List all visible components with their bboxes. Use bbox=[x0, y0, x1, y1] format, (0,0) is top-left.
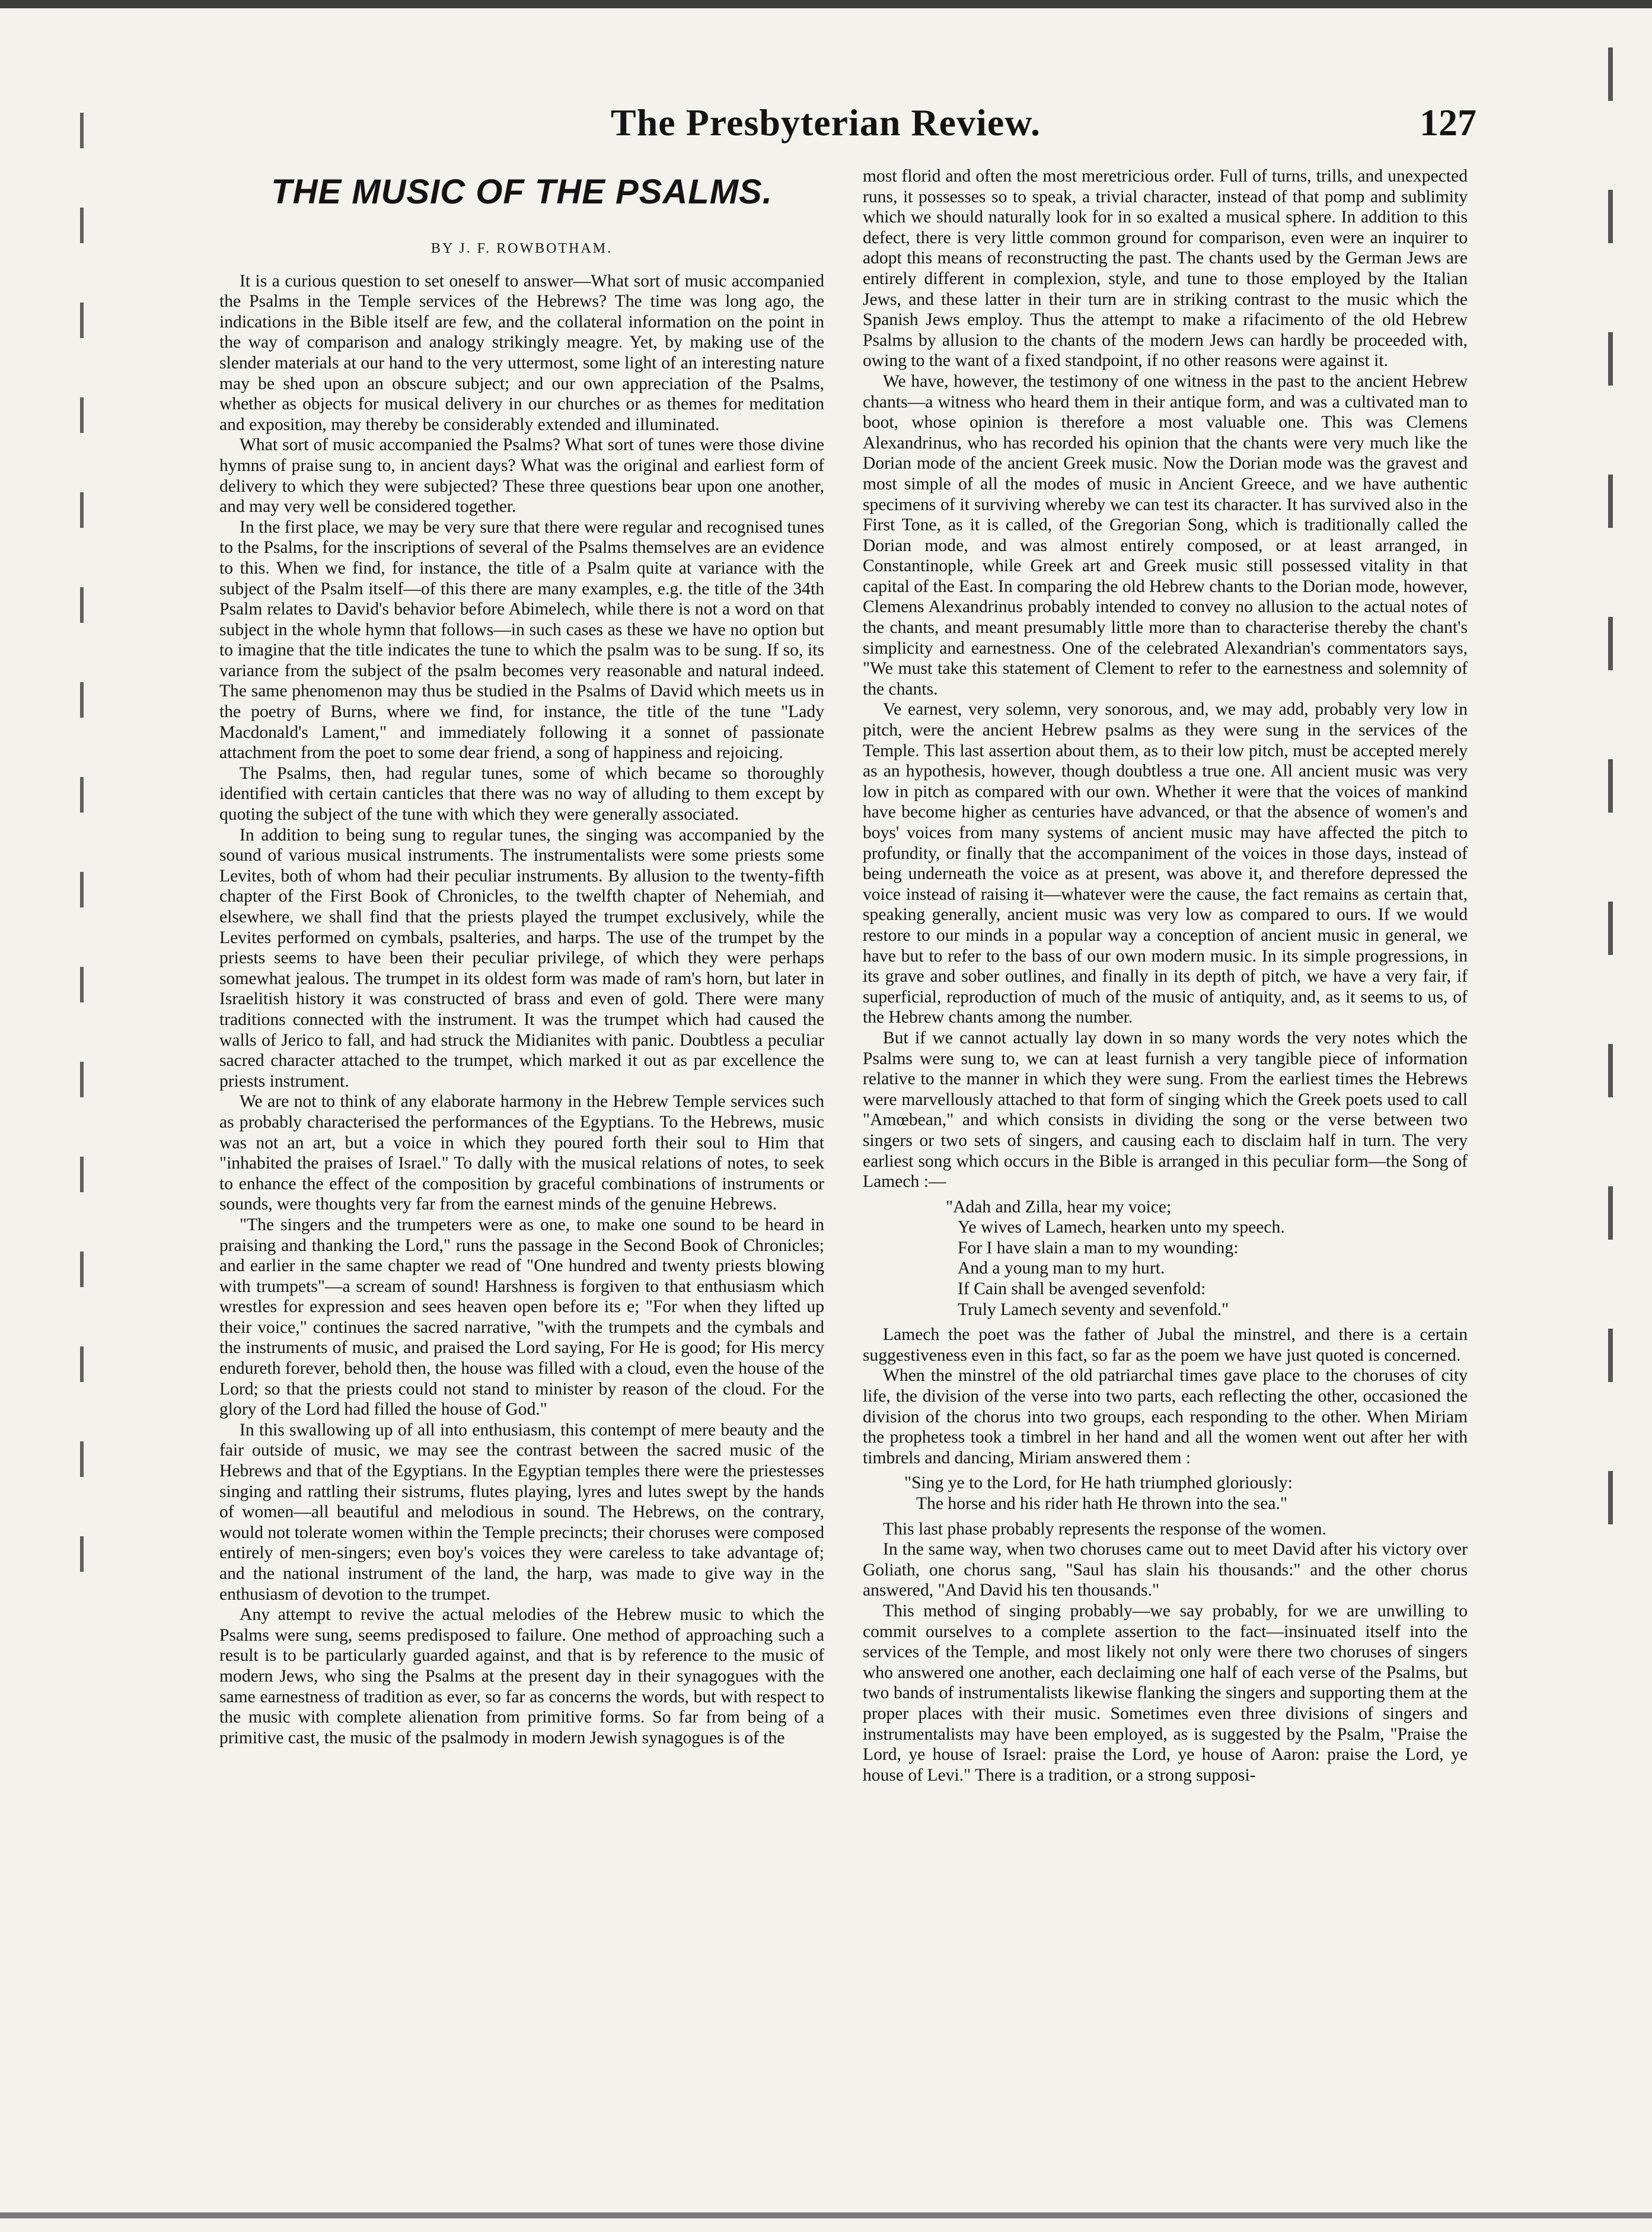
scan-margin-right bbox=[1608, 47, 1613, 1590]
paragraph: In the same way, when two choruses came out to meet David after his victory over Goliath, one chorus sang, "Saul has slain his thousands:" and the other chorus answered, "And David his ten thousands." bbox=[863, 1540, 1468, 1600]
paragraph: What sort of music accompanied the Psalms? What sort of tunes were those divine hymns of praise sung to, in ancient days? What was the original and earliest form of delivery to which they were subjected? These three questions bear upon one another, and may very well be considered together. bbox=[219, 435, 824, 517]
paragraph: It is a curious question to set oneself to answer—What sort of music accompanied the Psalms in the Temple services of the Hebrews? The time was long ago, the indications in the Bible itself are few, and the collateral information on the point in the way of comparison and analogy strikingly meagre. Yet, by making use of the slender materials at our hand to the very uttermost, some light of an interesting nature may be shed upon an obscure subject; and our own appreciation of the Psalms, whether as objects for musical delivery in our churches or as themes for meditation and exposition, may thereby be considerably extended and illuminated. bbox=[219, 271, 824, 434]
scan-border-bottom bbox=[0, 2195, 1652, 2232]
paragraph: We are not to think of any elaborate harmony in the Hebrew Temple services such as probably characterised the performances of the Egyptians. To the Hebrews, music was not an art, but a voice in which they poured forth their soul to Him that "inhabited the praises of Israel." To dally with the musical relations of notes, to seek to enhance the effect of the composition by graceful combinations of instruments or sounds, were thoughts very far from the earnest minds of the genuine Hebrews. bbox=[219, 1092, 824, 1214]
paragraph: "The singers and the trumpeters were as one, to make one sound to be heard in praising and thanking the Lord," runs the passage in the Second Book of Chronicles; and earlier in the same chapter we read of "One hundred and twenty priests blowing with trumpets"—a scream of sound! Harshness is forgiven to that enthusiasm which wrestles for expression and sees heaven open before its e; "For when they lifted up their voice," continues the sacred narrative, "with the trumpets and the cymbals and the instruments of music, and praised the Lord saying, For He is good; for His mercy endureth forever, behold then, the house was filled with a cloud, even the house of the Lord; so that the priests could not stand to minister by reason of the cloud. For the glory of the Lord had filled the house of God." bbox=[219, 1215, 824, 1419]
verse-line: "Sing ye to the Lord, for He hath triumphed gloriously: bbox=[904, 1473, 1293, 1493]
page-number: 127 bbox=[1420, 101, 1476, 144]
paragraph: But if we cannot actually lay down in so many words the very notes which the Psalms were sung to, we can at least furnish a very tangible piece of information relative to the manner in which they were sung. From the earliest times the Hebrews were marvellously attached to that form of singing which the Greek poets used to call "Amœbean," and which consists in dividing the song or the verse between two singers or two sets of singers, and causing each to disclaim half in turn. The very earliest song which occurs in the Bible is arranged in this peculiar form—the Song of Lamech :— bbox=[863, 1028, 1468, 1192]
verse-line: And a young man to my hurt. bbox=[958, 1259, 1165, 1278]
paragraph: When the minstrel of the old patriarchal times gave place to the choruses of city life, the division of the verse into two parts, each reflecting the other, occasioned the division of the chorus into two groups, each responding to the other. When Miriam the prophetess took a timbrel in her hand and all the women went out after her with timbrels and dancing, Miriam answered them : bbox=[863, 1366, 1468, 1467]
paragraph: This method of singing probably—we say probably, for we are unwilling to commit ourselves to a complete assertion to the fact—insinuated itself into the services of the Temple, and most likely not only were there two choruses of singers who answered one another, each declaiming one half of each verse of the Psalms, but two bands of instrumentalists likewise flanking the singers and supporting them at the proper places with their music. Sometimes even three divisions of singers and instrumentalists may have been employed, as is suggested by the Psalm, "Praise the Lord, ye house of Israel: praise the Lord, ye house of Aaron: praise the Lord, ye house of Levi." There is a tradition, or a strong supposi- bbox=[863, 1601, 1468, 1785]
byline: BY J. F. ROWBOTHAM. bbox=[430, 241, 613, 256]
paragraph: We have, however, the testimony of one witness in the past to the ancient Hebrew chants—a witness who heard them in their antique form, and was a cultivated man to boot, whose opinion is therefore a most valuable one. This was Clemens Alexandrinus, who has recorded his opinion that the chants were very much like the Dorian mode of the ancient Greek music. Now the Dorian mode was the gravest and most simple of all the modes of music in Ancient Greece, and we have authentic specimens of it surviving whereby we can test its character. It has survived also in the First Tone, as it is called, of the Gregorian Song, which is traditionally called the Dorian mode, and was almost entirely composed, or at least arranged, in Constantinople, while Greek art and Greek music still possessed vitality in that capital of the East. In comparing the old Hebrew chants to the Dorian mode, however, Clemens Alexandrinus probably intended to convey no allusion to the actual notes of the chants, and meant presumably little more than to characterise thereby the chant's simplicity and earnestness. One of the celebrated Alexandrian's commentators says, "We must take this statement of Clement to refer to the earnestness and solemnity of the chants. bbox=[863, 371, 1468, 699]
right-column bbox=[863, 166, 1468, 2189]
song-of-miriam-quote bbox=[904, 1473, 1468, 1514]
verse-line: "Adah and Zilla, hear my voice; bbox=[946, 1197, 1172, 1217]
verse-line: If Cain shall be avenged sevenfold: bbox=[958, 1279, 1206, 1299]
verse-line: For I have slain a man to my wounding: bbox=[958, 1238, 1239, 1257]
paragraph: most florid and often the most meretricious order. Full of turns, trills, and unexpected runs, it possesses so to speak, a trivial character, instead of that pomp and sublimity which we should naturally look for in so exalted a musical sphere. In addition to this defect, there is very little common ground for comparison, even were an inquirer to adopt this means of reconstructing the past. The chants used by the German Jews are entirely different in complexion, style, and tune to those employed by the Italian Jews, and these latter in their turn are in striking contrast to the music which the Spanish Jews employ. Thus the attempt to make a rifacimento of the old Hebrew Psalms by allusion to the chants of the modern Jews can hardly be proceeded with, owing to the want of a fixed standpoint, if no other reasons were against it. bbox=[863, 167, 1468, 371]
article-title: THE MUSIC OF THE PSALMS. bbox=[271, 173, 773, 211]
paragraph: Any attempt to revive the actual melodies of the Hebrew music to which the Psalms were sung, seems predisposed to failure. One method of approaching such a result is to be particularly guarded against, and that is by reference to the music of modern Jews, who sing the Psalms at the present day in their synagogues with the same earnestness of tradition as ever, so far as concerns the words, but with respect to the music with complete alienation from primitive forms. So far from being of a primitive cast, the music of the psalmody in modern Jewish synagogues is of the bbox=[219, 1605, 824, 1747]
paragraph: In the first place, we may be very sure that there were regular and recognised tunes to the Psalms, for the inscriptions of several of the Psalms themselves are an evidence to this. When we find, for instance, the title of a Psalm quite at variance with the subject of the Psalm itself—of this there are many examples, e.g. the title of the 34th Psalm relates to David's behavior before Abimelech, while there is not a word on that subject in the whole hymn that follows—in such cases as these we have no option but to imagine that the title indicates the tune to which the psalm was to be sung. If so, its variance from the subject of the psalm becomes very reasonable and natural indeed. The same phenomenon may thus be studied in the Psalms of David which meets us in the poetry of Burns, where we find, for instance, the title of the tune "Lady Macdonald's Lament," and immediately following it a sonnet of passionate attachment from the poet to some dear friend, a song of happiness and rejoicing. bbox=[219, 517, 824, 763]
running-head: The Presbyterian Review. bbox=[611, 101, 1041, 144]
song-of-lamech-quote bbox=[946, 1197, 1468, 1320]
verse-line: The horse and his rider hath He thrown into the sea." bbox=[916, 1494, 1287, 1513]
verse-line: Truly Lamech seventy and sevenfold." bbox=[958, 1300, 1229, 1319]
paragraph: In this swallowing up of all into enthusiasm, this contempt of mere beauty and the fair outside of music, we may see the contrast between the sacred music of the Hebrews and that of the Egyptians. In the Egyptian temples there were the priestesses singing and rattling their sistrums, flutes playing, lyres and lutes swept by the hands of women—all beautiful and melodious in sound. The Hebrews, on the contrary, would not tolerate women within the Temple precincts; their choruses were composed entirely of men-singers; even boy's voices they were careless to take advantage of; and the national instrument of the land, the harp, was made to give way in the enthusiasm of devotion to the trumpet. bbox=[219, 1420, 824, 1604]
scan-border-top bbox=[0, 0, 1652, 36]
paragraph: In addition to being sung to regular tunes, the singing was accompanied by the sound of various musical instruments. The instrumentalists were some priests some Levites, both of whom had their peculiar instruments. By allusion to the twenty-fifth chapter of the First Book of Chronicles, to the twelfth chapter of Nehemiah, and elsewhere, we shall find that the priests played the trumpet exclusively, while the Levites performed on cymbals, psalteries, and harps. The use of the trumpet by the priests seems to have been their peculiar privilege, of which they were perhaps somewhat jealous. The trumpet in its oldest form was made of ram's horn, but later in Israelitish history it was constructed of brass and even of gold. There were many traditions connected with the instrument. It was the trumpet which had caused the walls of Jerico to fall, and had struck the Midianites with panic. Doubtless a peculiar sacred character attached to the trumpet, which marked it out as par excellence the priests instrument. bbox=[219, 825, 824, 1091]
paragraph: Ve earnest, very solemn, very sonorous, and, we may add, probably very low in pitch, were the ancient Hebrew psalms as they were sung in the services of the Temple. This last assertion about them, as to their low pitch, must be accepted merely as an hypothesis, however, though doubtless a true one. All ancient music was very low in pitch as compared with our own. Whether it were that the voices of mankind have become higher as centuries have advanced, or that the absence of women's and boys' voices from many systems of ancient music may have affected the pitch to profundity, or finally that the accompaniment of the voices in those days, instead of being underneath the voice as at present, was above it, and therefore depressed the voice instead of raising it—whatever were the cause, the fact remains as certain that, speaking generally, ancient music was very low as compared to ours. If we would restore to our minds in a popular way a conception of ancient music in general, we have but to refer to the bass of our own modern music. In its simple progressions, in its grave and sober outlines, and finally in its depth of pitch, we have a very fair, if superficial, reproduction of much of the music of antiquity, and, as it seems to us, of the Hebrew chants among the number. bbox=[863, 700, 1468, 1027]
paragraph: The Psalms, then, had regular tunes, some of which became so thoroughly identified with certain canticles that there was no way of alluding to them except by quoting the subject of the tune with which they were generally associated. bbox=[219, 763, 824, 824]
verse-line: Ye wives of Lamech, hearken unto my speech. bbox=[958, 1218, 1285, 1237]
scan-margin-left bbox=[80, 113, 84, 1596]
paragraph: Lamech the poet was the father of Jubal the minstrel, and there is a certain suggestiveness even in this fact, so far as the poem we have just quoted is concerned. bbox=[863, 1325, 1468, 1365]
paragraph: This last phase probably represents the response of the women. bbox=[883, 1519, 1326, 1539]
left-column bbox=[219, 166, 824, 2189]
